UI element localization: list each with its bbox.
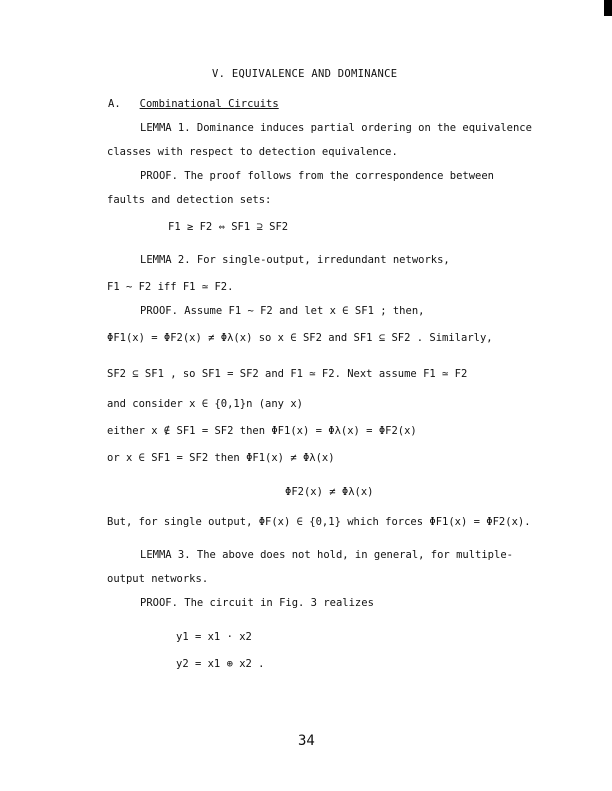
proof-2-conclusion: But, for single output, ΦF(x) ∈ {0,1} which forces ΦF1(x) = ΦF2(x). bbox=[107, 516, 531, 528]
proof-2-line-2: ΦF1(x) = ΦF2(x) ≠ Φλ(x) so x ∈ SF2 and SF1 ⊆ SF2 . Similarly, bbox=[107, 332, 493, 344]
proof-2-line-1: PROOF. Assume F1 ~ F2 and let x ∈ SF1 ; then, bbox=[140, 305, 425, 317]
lemma-2-statement: LEMMA 2. For single-output, irredundant networks, bbox=[140, 254, 450, 266]
page-number: 34 bbox=[298, 733, 315, 749]
lemma-3-statement: LEMMA 3. The above does not hold, in general, for multiple- bbox=[140, 549, 513, 561]
corner-mark bbox=[604, 0, 612, 16]
proof-2-case-2: or x ∈ SF1 = SF2 then ΦF1(x) ≠ Φλ(x) bbox=[107, 452, 335, 464]
proof-3: PROOF. The circuit in Fig. 3 realizes bbox=[140, 597, 374, 609]
proof-2-case-2-continued: ΦF2(x) ≠ Φλ(x) bbox=[285, 486, 374, 498]
proof-1: PROOF. The proof follows from the correspondence between bbox=[140, 170, 495, 182]
lemma-3-continued: output networks. bbox=[107, 573, 209, 585]
equation-y1: y1 = x1 · x2 bbox=[176, 631, 252, 643]
proof-2-case-1: either x ∉ SF1 = SF2 then ΦF1(x) = Φλ(x) = ΦF2(x) bbox=[107, 425, 417, 437]
section-title: Combinational Circuits bbox=[139, 98, 279, 110]
lemma-2-equivalence: F1 ~ F2 iff F1 ≃ F2. bbox=[107, 281, 234, 293]
section-letter: A. bbox=[108, 98, 121, 110]
chapter-heading: V. EQUIVALENCE AND DOMINANCE bbox=[212, 68, 398, 80]
lemma-1-statement: LEMMA 1. Dominance induces partial ordering on the equivalence bbox=[140, 122, 532, 134]
section-heading bbox=[108, 97, 279, 111]
proof-2-line-4: and consider x ∈ {0,1}n (any x) bbox=[107, 398, 303, 410]
dominance-relation: F1 ≥ F2 ⇔ SF1 ⊇ SF2 bbox=[168, 221, 289, 233]
lemma-1-continued: classes with respect to detection equivalence. bbox=[107, 146, 398, 158]
proof-1-continued: faults and detection sets: bbox=[107, 194, 272, 206]
proof-2-line-3: SF2 ⊆ SF1 , so SF1 = SF2 and F1 ≃ F2. Next assume F1 ≃ F2 bbox=[107, 368, 468, 380]
equation-y2: y2 = x1 ⊕ x2 . bbox=[176, 658, 265, 670]
